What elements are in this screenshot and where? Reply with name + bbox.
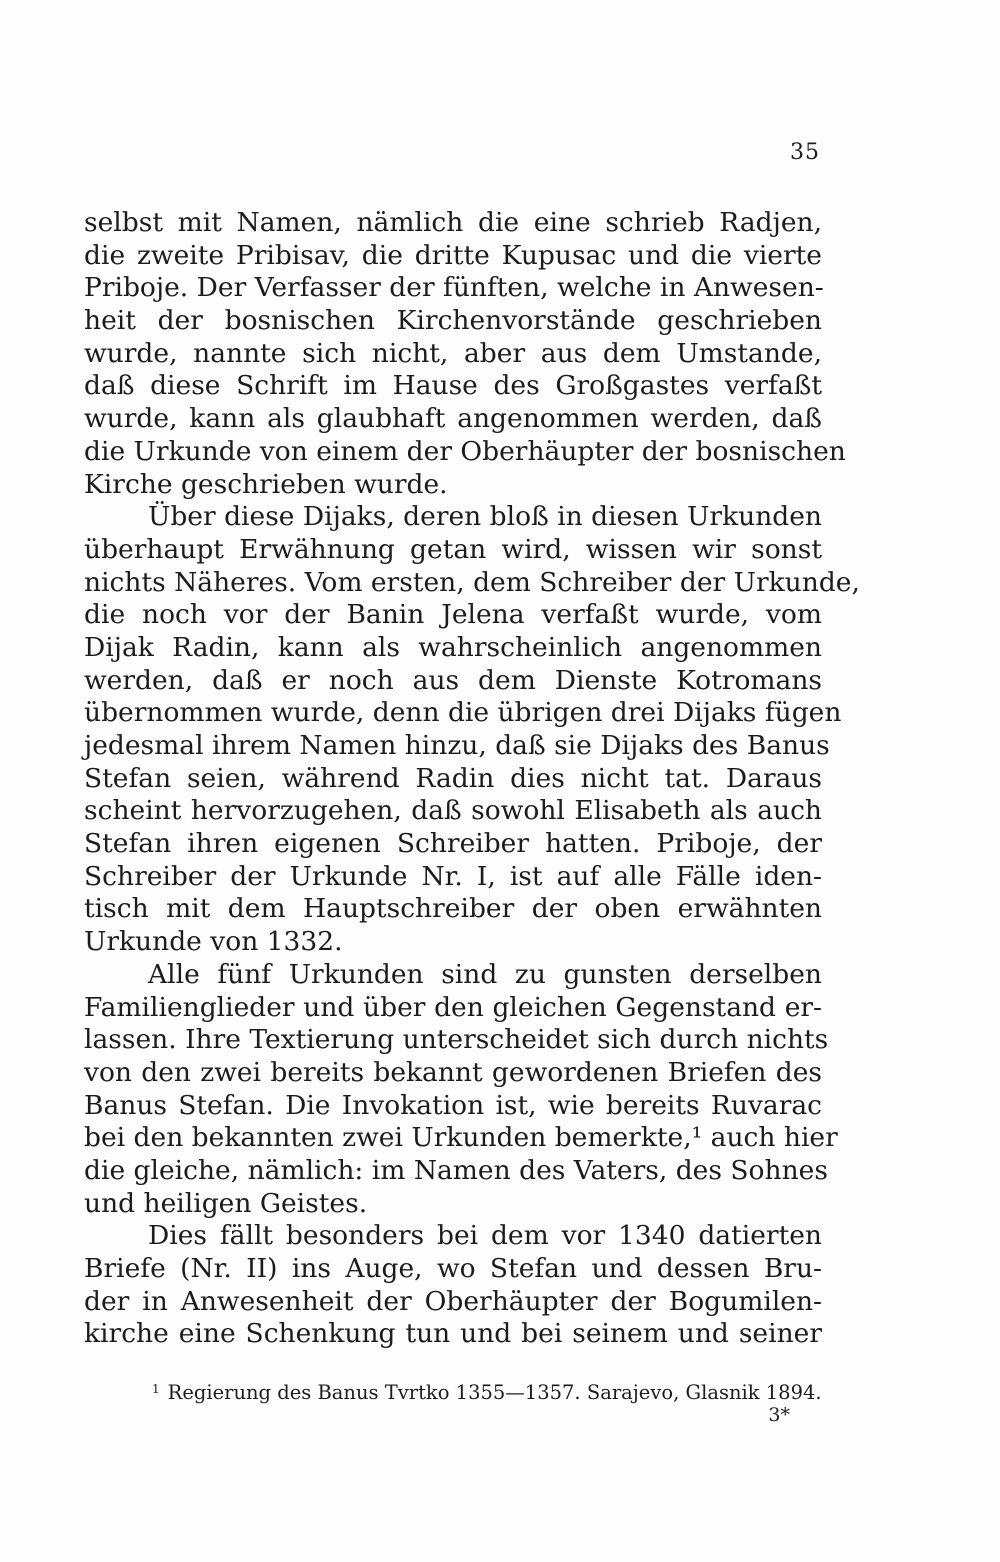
text-line: überhaupt Erwähnung getan wird, wissen wir sonst — [84, 533, 822, 565]
text-line: die zweite Pribisav, die dritte Kupusac und die vierte — [84, 239, 822, 271]
text-line: von den zwei bereits bekannt gewordenen Briefen des — [84, 1056, 822, 1088]
text-line: Dies fällt besonders bei dem vor 1340 datierten — [148, 1220, 822, 1252]
text-line: Dijak Radin, kann als wahrscheinlich angenommen — [84, 631, 822, 663]
footnote-text: Regierung des Banus Tvrtko 1355—1357. Sarajevo, Glasnik 1894. — [167, 1381, 822, 1404]
text-line: wurde, kann als glaubhaft angenommen werden, daß — [84, 403, 822, 435]
text-line: tisch mit dem Hauptschreiber der oben erwähnten — [84, 893, 822, 925]
body-text — [84, 207, 860, 1351]
footnote — [152, 1376, 822, 1406]
text-line: Urkunde von 1332. — [84, 926, 343, 958]
footnote-marker: 1 — [152, 1382, 160, 1396]
text-line: werden, daß er noch aus dem Dienste Kotromans — [84, 664, 822, 696]
text-line: die noch vor der Banin Jelena verfaßt wurde, vom — [84, 599, 822, 631]
text-line: heit der bosnischen Kirchenvorstände geschrieben — [84, 305, 822, 337]
text-line: Über diese Dijaks, deren bloß in diesen Urkunden — [148, 501, 822, 533]
text-line: wurde, nannte sich nicht, aber aus dem Umstande, — [84, 337, 822, 369]
text-line: Kirche geschrieben wurde. — [84, 468, 448, 500]
text-line: und heiligen Geistes. — [84, 1187, 368, 1219]
text-line: Banus Stefan. Die Invokation ist, wie bereits Ruvarac — [84, 1089, 822, 1121]
text-line: Stefan ihren eigenen Schreiber hatten. Priboje, der — [84, 828, 822, 860]
text-line: bei den bekannten zwei Urkunden bemerkte,¹ auch hier — [84, 1122, 838, 1154]
text-line: übernommen wurde, denn die übrigen drei Dijaks fügen — [84, 697, 842, 729]
text-line: lassen. Ihre Textierung unterscheidet sich durch nichts — [84, 1024, 829, 1056]
text-line: jedesmal ihrem Namen hinzu, daß sie Dijaks des Banus — [84, 730, 830, 761]
page-number: 35 — [790, 140, 820, 165]
text-line: Schreiber der Urkunde Nr. I, ist auf alle Fälle iden- — [84, 860, 822, 892]
text-line: Stefan seien, während Radin dies nicht tat. Daraus — [84, 762, 822, 794]
text-line: daß diese Schrift im Hause des Großgastes verfaßt — [84, 370, 822, 402]
text-line: die gleiche, nämlich: im Namen des Vaters, des Sohnes — [84, 1154, 828, 1186]
text-line: Priboje. Der Verfasser der fünften, welche in Anwesen- — [84, 272, 824, 304]
text-line: selbst mit Namen, nämlich die eine schrieb Radjen, — [84, 207, 822, 238]
text-line: Familienglieder und über den gleichen Gegenstand er- — [84, 991, 822, 1023]
text-line: nichts Näheres. Vom ersten, dem Schreiber der Urkunde, — [84, 566, 860, 598]
text-line: scheint hervorzugehen, daß sowohl Elisabeth als auch — [84, 795, 822, 827]
text-line: der in Anwesenheit der Oberhäupter der Bogumilen- — [84, 1285, 822, 1317]
text-line: kirche eine Schenkung tun und bei seinem und seiner — [84, 1318, 822, 1350]
text-line: Alle fünf Urkunden sind zu gunsten derselben — [148, 958, 822, 990]
text-line: die Urkunde von einem der Oberhäupter der bosnischen — [84, 435, 846, 467]
printer-signature: 3* — [768, 1404, 790, 1426]
text-line: Briefe (Nr. II) ins Auge, wo Stefan und dessen Bru- — [84, 1253, 822, 1284]
